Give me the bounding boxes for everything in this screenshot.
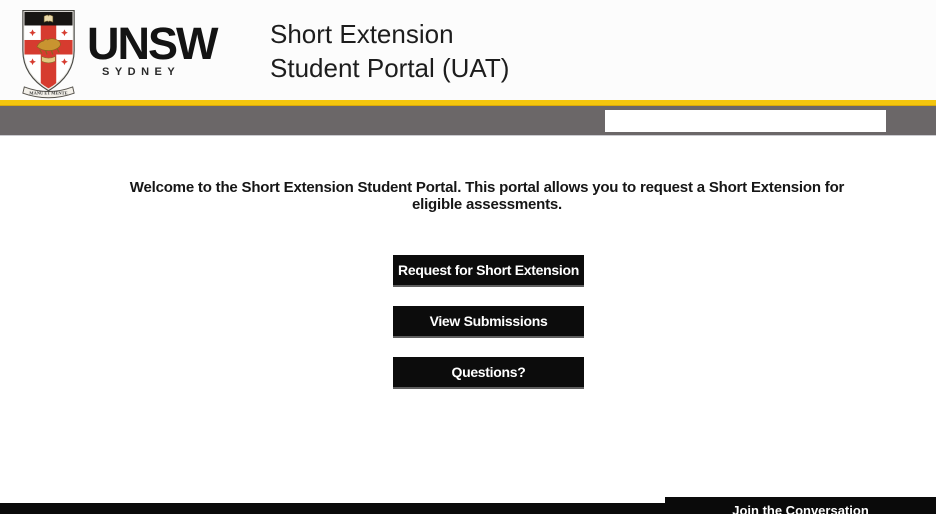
portal-actions [393,255,584,389]
page-title [270,17,509,85]
join-the-conversation-link[interactable]: Join the Conversation [665,497,936,514]
unsw-wordmark-city: SYDNEY [102,66,181,78]
unsw-wordmark-acronym: UNSW [87,18,217,69]
unsw-crest-icon [21,10,76,99]
page-title-line1: Short Extension [270,19,454,49]
unsw-wordmark [87,18,217,78]
request-short-extension-button[interactable]: Request for Short Extension [393,255,584,287]
page-title-line2: Student Portal (UAT) [270,53,510,83]
crest-motto-text: MANU ET MENTE [29,90,68,96]
welcome-message-line2: eligible assessments. [411,196,563,213]
header [0,0,936,100]
welcome-message-line1: Welcome to the Short Extension Student Portal. This portal allows you to request a Short Extension for [129,179,845,196]
welcome-message [38,179,936,213]
view-submissions-button[interactable]: View Submissions [393,306,584,338]
nav-search-input[interactable] [605,110,886,132]
questions-button[interactable]: Questions? [393,357,584,389]
nav-bar [0,106,936,136]
